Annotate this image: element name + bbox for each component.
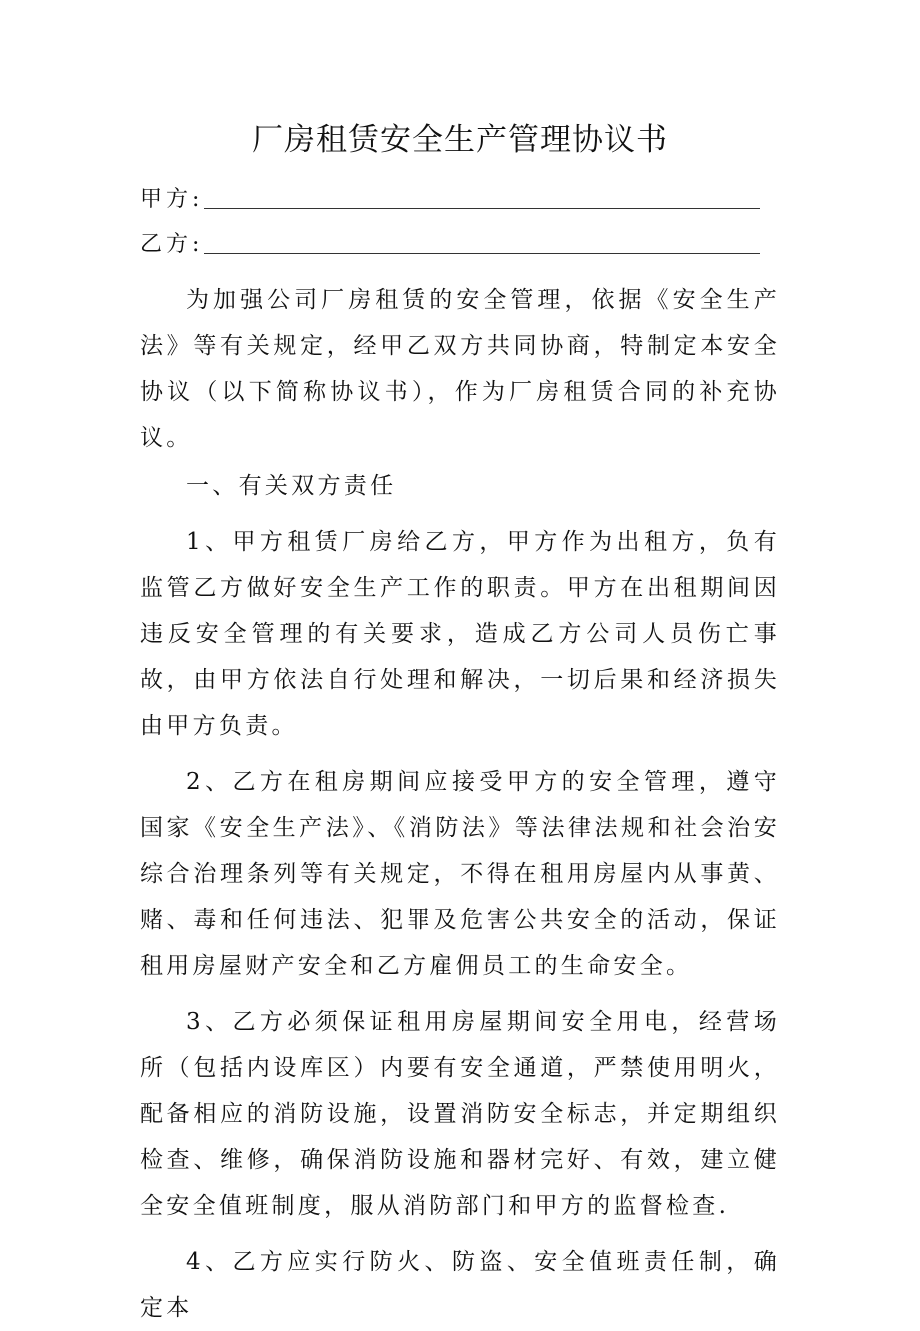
clause-paragraph: 3、乙方必须保证租用房屋期间安全用电，经营场所（包括内设库区）内要有安全通道，严禁使用明火，配备相应的消防设施，设置消防安全标志，并定期组织检查、维修，确保消防设施和器材完好、有效，建立健全安全值班制度，服从消防部门和甲方的监督检查. <box>140 1009 780 1219</box>
clause-paragraph: 1、甲方租赁厂房给乙方，甲方作为出租方，负有监管乙方做好安全生产工作的职责。甲方在出租期间因违反安全管理的有关要求，造成乙方公司人员伤亡事故，由甲方依法自行处理和解决，一切后果和经济损失由甲方负责。 <box>140 529 780 739</box>
party-a-row <box>140 185 770 215</box>
clause-paragraph: 4、乙方应实行防火、防盗、安全值班责任制，确定本 <box>140 1249 780 1321</box>
party-a-label: 甲方: <box>140 187 204 212</box>
intro-paragraph: 为加强公司厂房租赁的安全管理，依据《安全生产法》等有关规定，经甲乙双方共同协商，特制定本安全协议（以下简称协议书），作为厂房租赁合同的补充协议。 <box>140 287 780 451</box>
party-a-blank-line <box>204 208 760 209</box>
party-b-label: 乙方: <box>140 232 204 257</box>
document-title: 厂房租赁安全生产管理协议书 <box>252 122 668 158</box>
document-body <box>140 277 780 1331</box>
section-heading: 一、有关双方责任 <box>186 473 397 499</box>
clause-paragraph: 2、乙方在租房期间应接受甲方的安全管理，遵守国家《安全生产法》、《消防法》等法律法规和社会治安综合治理条列等有关规定，不得在租用房屋内从事黄、赌、毒和任何违法、犯罪及危害公共安全的活动，保证租用房屋财产安全和乙方雇佣员工的生命安全。 <box>140 769 780 979</box>
party-b-blank-line <box>204 253 760 254</box>
party-b-row <box>140 230 770 260</box>
